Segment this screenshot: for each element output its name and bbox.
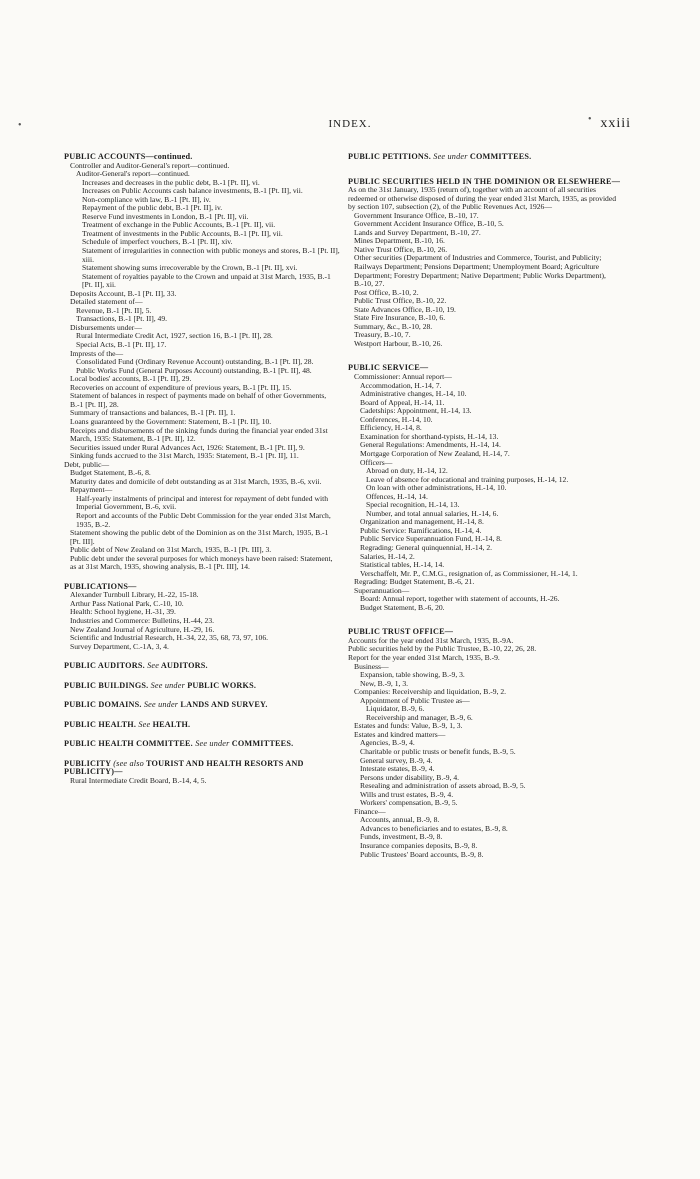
index-entry: On loan with other administrations, H.-14, 10. [366,483,507,493]
index-entry: Schedule of imperfect vouchers, B.-1 [Pt. II], xiv. [82,237,233,247]
index-heading-crossref [64,721,340,730]
index-entry: Advances to beneficiaries and to estates, B.-9, 8. [360,823,508,833]
index-entry: Receipts and disbursements of the sinking funds during the financial year ended 31st March, 1935: Statement, B.-1 [Pt. II], 12. [70,425,328,444]
index-heading: PUBLIC TRUST OFFICE— [348,627,454,637]
page-title: INDEX. [328,118,372,130]
index-entry: Lands and Survey Department, B.-10, 27. [354,227,481,237]
index-entry: Insurance companies deposits, B.-9, 8. [360,841,478,851]
index-entry: Public Service Superannuation Fund, H.-14, 8. [360,534,502,544]
index-entry: Public Trustees' Board accounts, B.-9, 8. [360,849,484,859]
index-entry: General survey, B.-9, 4. [360,755,433,765]
index-entry: Half-yearly instalments of principal and interest for repayment of debt funded with Imperial Government, B.-6, xvii. [76,493,328,512]
index-entry: Repayment of the public debt, B.-1 [Pt. II], iv. [82,203,223,213]
crossref-target: TOURIST AND HEALTH RESORTS AND PUBLICITY)— [64,758,304,777]
index-entry: Debt, public— [64,459,110,469]
heading-text: PUBLIC AUDITORS. [64,661,145,671]
index-column-right [348,153,624,859]
index-entry: Regrading: General quinquennial, H.-14, 2. [360,542,493,552]
index-entry: Survey Department, C.-1A, 3, 4. [70,641,169,651]
index-entry: Increases and decreases in the public debt, B.-1 [Pt. II], vi. [82,177,260,187]
index-heading: PUBLIC SERVICE— [348,363,429,373]
index-entry: Summary of transactions and balances, B.-1 [Pt. II], 1. [70,408,236,418]
index-heading-crossref [64,662,340,671]
index-entry: Superannuation— [354,585,410,595]
index-entry: Local bodies' accounts, B.-1 [Pt. II], 29. [70,374,192,384]
index-entry: Summary, &c., B.-10, 28. [354,321,433,331]
index-entry: New Zealand Journal of Agriculture, H.-29, 16. [70,624,215,634]
index-entry: Organization and management, H.-14, 8. [360,517,484,527]
index-entry: Non-compliance with law, B.-1 [Pt. II], iv. [82,194,211,204]
index-entry: Westport Harbour, B.-10, 26. [354,338,443,348]
crossref-target: COMMITTEES. [231,739,294,749]
index-entry: Business— [354,661,389,671]
index-entry: Conferences, H.-14, 10. [360,414,433,424]
index-entry: Auditor-General's report—continued. [76,169,190,179]
index-column-left [64,153,340,786]
index-entry: Accounts, annual, B.-9, 8. [360,815,440,825]
margin-dot: • [588,114,592,125]
index-entry: State Fire Insurance, B.-10, 6. [354,313,446,323]
index-entry: Government Accident Insurance Office, B.-10, 5. [354,219,504,229]
index-entry: Loans guaranteed by the Government: Statement, B.-1 [Pt. II], 10. [70,416,272,426]
index-entry: Controller and Auditor-General's report—continued. [70,160,230,170]
index-entry: Report for the year ended 31st March, 1935, B.-9. [348,652,500,662]
heading-text: PUBLIC PETITIONS. [348,152,432,161]
index-heading: PUBLIC ACCOUNTS—continued. [64,152,193,161]
index-entry: Increases on Public Accounts cash balance investments, B.-1 [Pt. II], vii. [82,186,303,196]
index-entry: Imprests of the— [70,348,124,358]
index-entry: Other securities (Department of Industries and Commerce, Tourist, and Publicity; Railways Department; Pensions Department; Unemployment Board; Agriculture Department; Forestry Department; Native Department; Public Works Department), B.-10, 27. [354,253,606,289]
index-entry: Alexander Turnbull Library, H.-22, 15-18. [70,590,199,600]
index-entry: Mines Department, B.-10, 16. [354,236,445,246]
index-entry: Scientific and Industrial Research, H.-34, 22, 35, 68, 73, 97, 106. [70,633,269,643]
entry-spacer [348,612,624,628]
index-heading: PUBLICATIONS— [64,581,137,591]
index-entry: Disbursements under— [70,322,142,332]
index-entry: Statement of royalties payable to the Crown and unpaid at 31st March, 1935, B.-1 [Pt. II], xii. [82,271,331,290]
index-entry: Arthur Pass National Park, C.-10, 10. [70,598,184,608]
index-entry: Health: School hygiene, H.-31, 39. [70,607,176,617]
index-entry: Deposits Account, B.-1 [Pt. II], 33. [70,288,177,298]
index-entry: Resealing and administration of assets abroad, B.-9, 5. [360,781,526,791]
index-entry: Abroad on duty, H.-14, 12. [366,466,448,476]
index-entry: Examination for shorthand-typists, H.-14, 13. [360,431,499,441]
entry-spacer [348,162,624,178]
index-entry: Rural Intermediate Credit Act, 1927, section 16, B.-1 [Pt. II], 28. [76,331,273,341]
index-entry: New, B.-9, 1, 3. [360,678,409,688]
see-reference: See under [150,680,185,690]
index-entry: Treatment of exchange in the Public Accounts, B.-1 [Pt. II], vii. [82,220,276,230]
index-entry: Cadetships: Appointment, H.-14, 13. [360,406,472,416]
index-heading-crossref [64,701,340,710]
index-entry: Leave of absence for educational and training purposes, H.-14, 12. [366,474,569,484]
index-entry: Finance— [354,806,386,816]
index-entry: Estates and funds: Value, B.-9, 1, 3. [354,721,463,731]
index-entry: Wills and trust estates, B.-9, 4. [360,789,454,799]
margin-dot: • [18,120,22,131]
index-entry: Reserve Fund investments in London, B.-1 [Pt. II], vii. [82,211,249,221]
heading-text: PUBLICITY [64,758,111,768]
index-entry: Public Works Fund (General Purposes Account) outstanding, B.-1 [Pt. II], 48. [76,365,312,375]
index-entry: Maturity dates and domicile of debt outstanding as at 31st March, 1935, B.-6, xvii. [70,476,322,486]
index-entry: Government Insurance Office, B.-10, 17. [354,210,479,220]
index-entry: Statistical tables, H.-14, 14. [360,560,445,570]
heading-text: PUBLIC HEALTH COMMITTEE. [64,739,193,749]
index-entry: Agencies, B.-9, 4. [360,738,415,748]
crossref-target: AUDITORS. [160,661,208,671]
index-entry: Public debt under the several purposes for which moneys have been raised: Statement, as at 31st March, 1935, showing analysis, B.-1 [Pt. III], 14. [70,553,333,572]
index-entry: Native Trust Office, B.-10, 26. [354,244,448,254]
index-entry: Administrative changes, H.-14, 10. [360,389,467,399]
index-entry: Sinking funds accrued to the 31st March, 1935: Statement, B.-1 [Pt. II], 11. [70,451,299,461]
index-entry: Efficiency, H.-14, 8. [360,423,422,433]
index-entry: Offences, H.-14, 14. [366,491,428,501]
entry-spacer [348,348,624,364]
index-entry: Intestate estates, B.-9, 4. [360,764,435,774]
index-entry: Treasury, B.-10, 7. [354,330,411,340]
index-entry: Statement of irregularities in connection with public moneys and stores, B.-1 [Pt. II], xiii. [82,246,340,264]
index-entry: Charitable or public trusts or benefit funds, B.-9, 5. [360,747,516,756]
index-entry: General Regulations: Amendments, H.-14, 14. [360,440,501,450]
index-entry: Liquidator, B.-9, 6. [366,704,425,714]
index-entry: Regrading: Budget Statement, B.-6, 21. [354,577,475,587]
index-entry: Receivership and manager, B.-9, 6. [366,712,473,722]
index-entry: Estates and kindred matters— [354,729,446,739]
index-entry: Statement showing the public debt of the Dominion as on the 31st March, 1935, B.-1 [Pt. III]. [70,528,329,546]
see-reference: See under [433,152,468,161]
crossref-target: LANDS AND SURVEY. [180,700,268,710]
index-entry: Securities issued under Rural Advances Act, 1926: Statement, B.-1 [Pt. II], 9. [70,442,305,452]
index-entry: Salaries, H.-14, 2. [360,551,415,561]
index-entry: Workers' compensation, B.-9, 5. [360,798,458,808]
index-entry: Funds, investment, B.-9, 8. [360,832,443,842]
index-entry: Expansion, table showing, B.-9, 3. [360,670,465,680]
index-entry: Public Trust Office, B.-10, 22. [354,296,447,306]
crossref-target: HEALTH. [152,719,191,729]
index-entry: Transactions, B.-1 [Pt. II], 49. [76,314,168,324]
crossref-target: PUBLIC WORKS. [187,680,257,690]
index-entry: Number, and total annual salaries, H.-14, 6. [366,508,499,518]
index-entry: Budget Statement, B.-6, 8. [70,468,151,478]
index-entry: Officers— [360,457,393,467]
index-entry: State Advances Office, B.-10, 19. [354,304,456,314]
index-entry: Special Acts, B.-1 [Pt. II], 17. [76,340,167,350]
index-entry: Consolidated Fund (Ordinary Revenue Account) outstanding, B.-1 [Pt. II], 28. [76,357,314,367]
index-heading-crossref [64,682,340,691]
heading-text: PUBLIC BUILDINGS. [64,680,149,690]
crossref-target: COMMITTEES. [469,152,532,161]
index-entry: Statement showing sums irrecoverable by the Crown, B.-1 [Pt. II], xvi. [82,263,298,273]
index-entry: Statement of balances in respect of payments made on behalf of other Governments, B.-1 [Pt. II], 28. [70,391,327,409]
see-reference: See under [143,700,179,710]
index-entry: Detailed statement of— [70,297,143,307]
index-heading-crossref [64,760,340,777]
index-entry: Special recognition, H.-14, 13. [366,500,460,510]
see-reference: See [147,661,160,671]
index-entry: Rural Intermediate Credit Board, B.-14, 4, 5. [70,776,207,785]
page-header [0,118,700,132]
index-entry: Accounts for the year ended 31st March, 1935, B.-9A. [348,635,514,645]
index-entry: Commissioner: Annual report— [354,372,452,382]
see-reference: (see also [113,758,144,768]
index-entry: Budget Statement, B.-6, 20. [360,602,445,612]
index-entry: Board of Appeal, H.-14, 11. [360,397,445,407]
index-entry: Verschaffelt, Mr. P., C.M.G., resignation of, as Commissioner, H.-14, 1. [360,568,578,578]
index-entry: Appointment of Public Trustee as— [360,695,470,705]
index-entry: Accommodation, H.-14, 7. [360,380,442,390]
index-entry: Revenue, B.-1 [Pt. II], 5. [76,305,152,315]
index-entry: As on the 31st January, 1935 (return of), together with an account of all securities redeemed or otherwise disposed of during the year ended 31st March, 1935, as provided by section 107, subsection (2), of the Public Revenues Act, 1926— [348,185,617,212]
index-entry: Post Office, B.-10, 2. [354,287,419,297]
index-entry: Public debt of New Zealand on 31st March, 1935, B.-1 [Pt. III], 3. [70,545,272,555]
heading-text: PUBLIC DOMAINS. [64,700,142,710]
heading-text: PUBLIC HEALTH. [64,719,137,729]
index-heading-crossref [64,740,340,749]
index-entry: Repayment— [70,485,113,495]
index-entry: Treatment of investments in the Public Accounts, B.-1 [Pt. II], vii. [82,228,283,238]
index-entry: Mortgage Corporation of New Zealand, H.-14, 7. [360,448,510,458]
index-entry: Recoveries on account of expenditure of previous years, B.-1 [Pt. II], 15. [70,382,292,392]
index-heading: PUBLIC SECURITIES HELD IN THE DOMINION OR ELSEWHERE— [348,176,621,186]
index-heading-crossref [348,153,624,162]
index-entry: Report and accounts of the Public Debt Commission for the year ended 31st March, 1935, B.-2. [76,510,331,529]
see-reference: See under [195,739,230,749]
index-entry: Board: Annual report, together with statement of accounts, H.-26. [360,594,560,604]
index-entry: Industries and Commerce: Bulletins, H.-44, 23. [70,615,215,625]
page-number: xxiii [600,116,631,131]
index-entry: Persons under disability, B.-9, 4. [360,772,460,782]
see-reference: See [138,719,151,729]
index-entry: Companies: Receivership and liquidation, B.-9, 2. [354,687,507,697]
index-entry: Public Service: Ramifications, H.-14, 4. [360,525,482,535]
index-entry: Public securities held by the Public Trustee, B.-10, 22, 26, 28. [348,644,537,654]
